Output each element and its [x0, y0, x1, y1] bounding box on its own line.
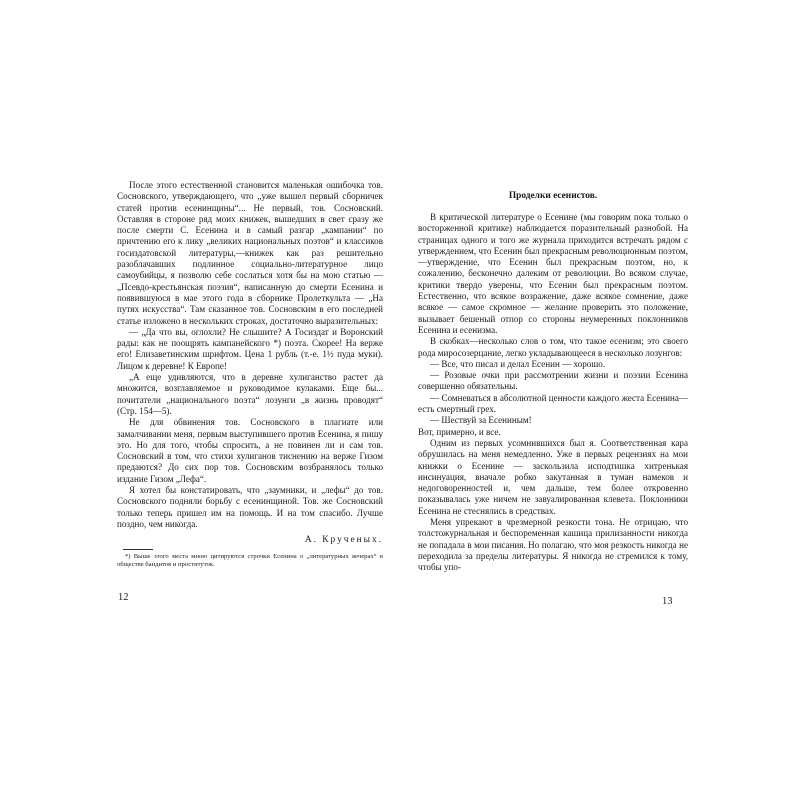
paragraph: В скобках—несколько слов о том, что такое есенизм; это своего рода миросозерцание, легко укладывающееся в несколько лозунгов: [418, 336, 688, 358]
paragraph: После этого естественной становится маленькая ошибочка тов. Сосновского, утверждающего, что „уже вышел первый сборничек статей против есенинщины“... Не первый, тов. Сосновский. Оставляя в стороне ряд моих книжек, вышедших в свет сразу же после смерти С. Есенина и в самый разгар „кампании“ по причтению его к лику „великих национальных поэтов“ и классиков госиздатовской литературы,—книжек как раз решительно разоблачавших подлинное социально-литературное лицо самоубийцы, я позволю себе сослаться хотя бы на мою статью — „Псевдо-крестьянская поэзия“, написанную до смерти Есенина и появившуюся в мае этого года в сборнике Пролеткульта — „На путях искусства“. Там сказанное тов. Сосновским в его последней статье изложено в нескольких строках, достаточно выразительных: [117, 180, 383, 326]
paragraph: Не для обвинения тов. Сосновского в плагиате или замалчивании меня, первым выступившего против Есенина, я пишу это. Но для того, чтобы спросить, а не повинен ли и сам тов. Сосновский в том, что стихи хулиганов тиснению на верже Гизом предаются? До сих пор тов. Сосновским возбранялось только издание Гизом „Лефа“. [117, 417, 383, 484]
paragraph: Вот, примерно, и все. [418, 426, 501, 437]
author-signature: А. Крученых. [304, 535, 383, 546]
paragraph: — Все, что писал и делал Есенин — хорошо. [430, 358, 606, 369]
footnote: *) Выше этого места мною цитируются строчки Есенина о „литературных вечерах“ в обществе бандитов и проституток. [117, 553, 383, 569]
paragraph: — Розовые очки при рассмотрении жизни и поэзии Есенина совершенно обязательны. [418, 370, 688, 392]
paragraph: — Шествуй за Есениным! [430, 415, 532, 426]
paragraph: — Сомневаться в абсолютной ценности каждого жеста Есенина—есть смертный грех. [418, 392, 688, 415]
right-page [418, 190, 688, 574]
paragraph: „А еще удивляются, что в деревне хулиганство растет да множится, возглавляемое и руководимое кулаками. Еще бы... почитатели „национального поэта“ лозунги „в жизнь проводят“ (Стр. 154—5). [117, 372, 383, 416]
paragraph: Одним из первых усомнившихся был я. Соответственная кара обрушилась на меня немедленно. Уже в первых рецензиях на мои книжки о Есенине — заскользила исподтишка хитренькая инсинуация, вначале робко закутанная в туман намеков и недоговоренностей и, чем дальше, тем более откровенно показывалась уже ничем не завуалированная клевета. Поклонники Есенина не стеснялись в средствах. [418, 437, 688, 516]
paragraph: Я хотел бы констатировать, что „заумники, и „лефы“ до тов. Сосновского подняли борьбу с есенинщиной. Тов. же Сосновский только теперь пришел им на помощь. И на том спасибо. Лучше поздно, чем никогда. [117, 485, 383, 529]
page-number-right: 13 [662, 596, 673, 607]
left-page [117, 180, 383, 570]
section-heading: Проделки есенистов. [508, 191, 598, 201]
paragraph: В критической литературе о Есенине (мы говорим пока только о восторженной критике) наблюдается поразительный разнобой. На страницах одного и того же журнала приходится встречать рядом с утверждением, что Есенин был прекрасным революционным поэтом,—утверждение, что Есенин был прекрасным поэтом, но, к сожалению, бесконечно далеким от революции. Во всяком случае, критики твердо уверены, что Есенин был прекрасным поэтом. Естественно, что всякое возражение, даже всякое сомнение, даже всякое — самое скромное — желание проверить это положение, вызывает бешеный отпор со стороны неумеренных поклонников Есенина и есенизма. [418, 212, 688, 335]
footnote-divider [123, 549, 153, 550]
paragraph: — „Да что вы, оглохли? Не слышите? А Госиздат и Воронский рады: как не поощрять кампанейского *) поэта. Скорее! На верже его! Елизаветинским шрифтом. Цена 1 рубль (т.-е. 1½ пуда муки). Лицом к деревне! К Европе! [117, 326, 383, 371]
page-number-left: 12 [118, 592, 129, 603]
paragraph: Меня упрекают в чрезмерной резкости тона. Не отрицаю, что толстожурнальная и беспоременная кашица прилизанности никогда не попадала в мои писания. Но полагаю, что моя резкость никогда не переходила за пределы литературы. Я никогда не стремился к тому, чтобы упо- [418, 517, 688, 573]
